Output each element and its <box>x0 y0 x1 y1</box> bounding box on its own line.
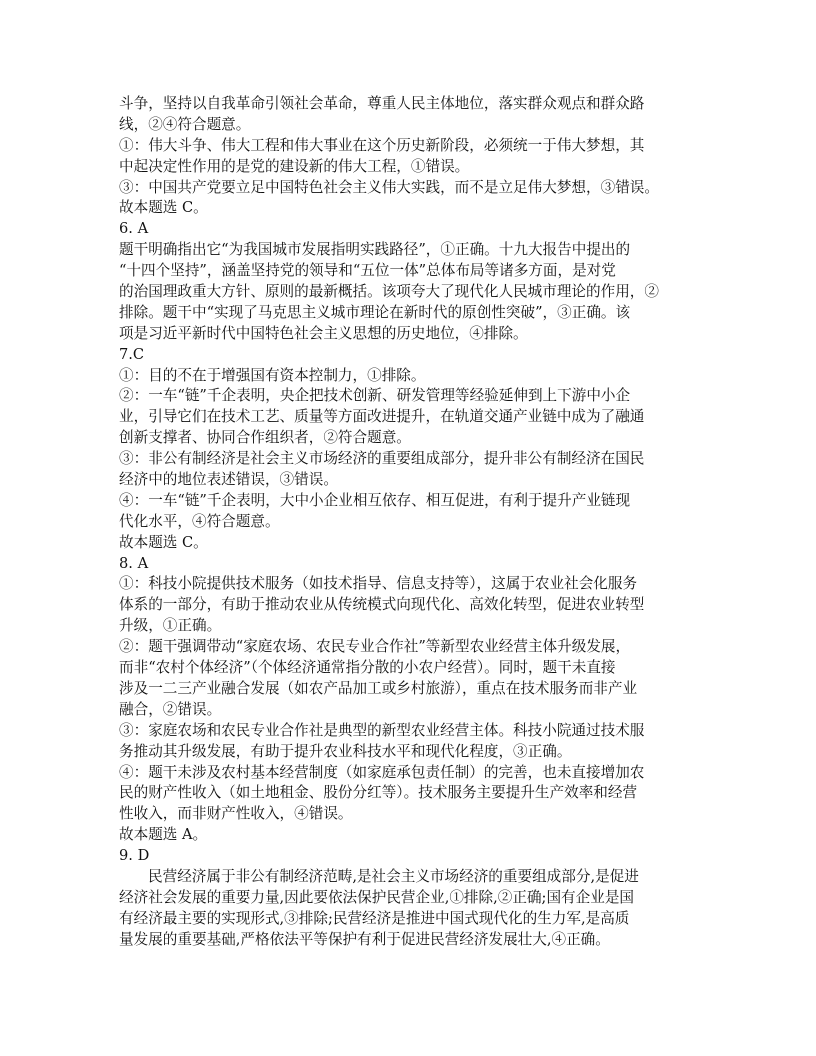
document-body <box>119 94 723 951</box>
text-line: 量发展的重要基础,严格依法平等保护有利于促进民营经济发展壮大,④正确。 <box>119 930 610 948</box>
text-line: 题干明确指出它“为我国城市发展指明实践路径”，①正确。十九大报告中提出的 <box>119 241 631 259</box>
text-line: 体系的一部分，有助于推动农业从传统模式向现代化、高效化转型，促进农业转型 <box>119 596 645 614</box>
text-line: 性收入，而非财产性收入，④错误。 <box>119 805 353 823</box>
text-line: ④：题干未涉及农村基本经营制度（如家庭承包责任制）的完善，也未直接增加农 <box>119 763 645 781</box>
text-line: 故本题选 C。 <box>119 533 208 551</box>
text-line: ①：伟大斗争、伟大工程和伟大事业在这个历史新阶段，必须统一于伟大梦想，其 <box>119 136 645 154</box>
question-number: 8. A <box>119 554 149 572</box>
question-number: 9. D <box>119 847 150 865</box>
text-line: 项是习近平新时代中国特色社会主义思想的历史地位，④排除。 <box>119 324 528 342</box>
text-line: 涉及一二三产业融合发展（如农产品加工或乡村旅游），重点在技术服务而非产业 <box>119 679 638 697</box>
text-line: ③：非公有制经济是社会主义市场经济的重要组成部分，提升非公有制经济在国民 <box>119 450 645 468</box>
text-line: ③：家庭农场和农民专业合作社是典型的新型农业经营主体。科技小院通过技术服 <box>119 721 645 739</box>
text-line: 经济社会发展的重要力量,因此要依法保护民营企业,①排除,②正确;国有企业是国 <box>119 888 635 906</box>
text-line: 的治国理政重大方针、原则的最新概括。该项夸大了现代化人民城市理论的作用，② <box>119 283 659 301</box>
question-number: 6. A <box>119 220 149 238</box>
text-line: ②：题干强调带动“家庭农场、农民专业合作社”等新型农业经营主体升级发展， <box>119 638 631 656</box>
text-line: 斗争，坚持以自我革命引领社会革命，尊重人民主体地位，落实群众观点和群众路 <box>119 95 645 112</box>
text-line: ①：科技小院提供技术服务（如技术指导、信息支持等），这属于农业社会化服务 <box>119 575 638 593</box>
text-line: 而非“农村个体经济”（个体经济通常指分散的小农户经营）。同时，题干未直接 <box>119 659 616 677</box>
text-line: 创新支撑者、协同合作组织者，②符合题意。 <box>119 429 411 447</box>
text-line: 经济中的地位表述错误，③错误。 <box>119 471 338 489</box>
text-line: 务推动其升级发展，有助于提升农业科技水平和现代化程度，③正确。 <box>119 742 572 760</box>
text-line: 升级，①正确。 <box>119 617 222 635</box>
text-line: ②：一车“链”千企表明，央企把技术创新、研发管理等经验延伸到上下游中小企 <box>119 387 631 405</box>
text-line: 故本题选 C。 <box>119 199 208 217</box>
text-line: 有经济最主要的实现形式,③排除;民营经济是推进中国式现代化的生力军,是高质 <box>119 909 630 927</box>
text-line: 线，②④符合题意。 <box>119 115 251 133</box>
text-line: “十四个坚持”，涵盖坚持党的领导和“五位一体”总体布局等诸多方面，是对党 <box>119 262 616 280</box>
text-line: 代化水平，④符合题意。 <box>119 512 280 530</box>
text-line: 融合，②错误。 <box>119 700 222 718</box>
text-line: 民营经济属于非公有制经济范畴,是社会主义市场经济的重要组成部分,是促进 <box>148 867 639 885</box>
text-line: 故本题选 A。 <box>119 826 208 844</box>
question-number: 7.C <box>119 345 145 363</box>
text-line: 民的财产性收入（如土地租金、股份分红等）。技术服务主要提升生产效率和经营 <box>119 784 638 802</box>
text-line: 中起决定性作用的是党的建设新的伟大工程，①错误。 <box>119 157 470 175</box>
text-line: 排除。题干中“实现了马克思主义城市理论在新时代的原创性突破”，③正确。该 <box>119 303 631 321</box>
text-line: ③：中国共产党要立足中国特色社会主义伟大实践，而不是立足伟大梦想，③错误。 <box>119 178 659 196</box>
text-line: ④：一车“链”千企表明，大中小企业相互依存、相互促进，有利于提升产业链现 <box>119 491 631 509</box>
text-line: 业，引导它们在技术工艺、质量等方面改进提升，在轨道交通产业链中成为了融通 <box>119 408 645 426</box>
text-line: ①：目的不在于增强国有资本控制力，①排除。 <box>119 366 426 384</box>
